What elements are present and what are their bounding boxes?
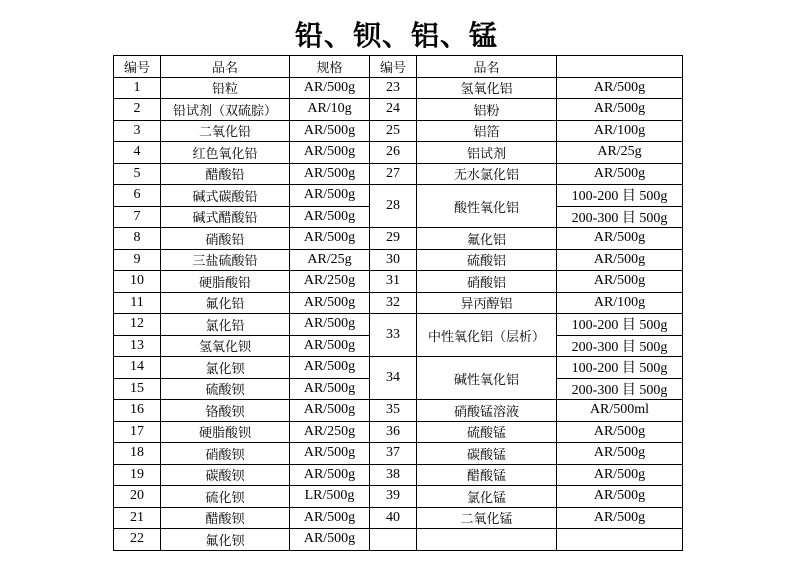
cell-name: 氟化钡 xyxy=(161,529,290,551)
cell-no-right xyxy=(370,529,417,551)
cell-spec-right: AR/100g xyxy=(557,120,683,142)
cell-spec-right: AR/500g xyxy=(557,421,683,443)
cell-no-right: 24 xyxy=(370,99,417,121)
cell-name: 硝酸钡 xyxy=(161,443,290,465)
cell-name: 氢氧化钡 xyxy=(161,335,290,357)
cell-no: 8 xyxy=(114,228,161,250)
table-row xyxy=(114,142,683,164)
cell-name: 醋酸钡 xyxy=(161,507,290,529)
cell-name-right: 硫酸铝 xyxy=(417,249,557,271)
cell-no-right: 31 xyxy=(370,271,417,293)
cell-spec: AR/500g xyxy=(290,507,370,529)
cell-name-right: 酸性氧化铝 xyxy=(417,185,557,228)
table-row xyxy=(114,77,683,99)
cell-name: 铅试剂（双硫腙） xyxy=(161,99,290,121)
cell-name-right: 铝箔 xyxy=(417,120,557,142)
product-table xyxy=(113,55,683,551)
cell-name-right: 氢氧化铝 xyxy=(417,77,557,99)
cell-name: 碱式醋酸铅 xyxy=(161,206,290,228)
table-row xyxy=(114,357,683,379)
cell-spec-right: AR/500g xyxy=(557,507,683,529)
header-no: 编号 xyxy=(114,56,161,78)
cell-no: 4 xyxy=(114,142,161,164)
cell-spec: AR/500g xyxy=(290,464,370,486)
table-row xyxy=(114,421,683,443)
cell-no-right: 39 xyxy=(370,486,417,508)
cell-name: 硝酸铅 xyxy=(161,228,290,250)
table-row xyxy=(114,228,683,250)
cell-no-right: 36 xyxy=(370,421,417,443)
cell-name: 醋酸铅 xyxy=(161,163,290,185)
header-name-right: 品名 xyxy=(417,56,557,78)
cell-no-right: 26 xyxy=(370,142,417,164)
cell-name: 硫化钡 xyxy=(161,486,290,508)
page-title: 铅、钡、铝、锰 xyxy=(294,19,498,52)
cell-spec: AR/500g xyxy=(290,443,370,465)
cell-spec: AR/500g xyxy=(290,228,370,250)
cell-name-right xyxy=(417,529,557,551)
cell-no: 18 xyxy=(114,443,161,465)
cell-no: 22 xyxy=(114,529,161,551)
cell-spec: AR/500g xyxy=(290,185,370,207)
table-row xyxy=(114,400,683,422)
cell-name-right: 氟化铝 xyxy=(417,228,557,250)
cell-no-right: 23 xyxy=(370,77,417,99)
cell-spec-right: AR/25g xyxy=(557,142,683,164)
cell-no-right: 38 xyxy=(370,464,417,486)
cell-no: 6 xyxy=(114,185,161,207)
cell-no-right: 28 xyxy=(370,185,417,228)
cell-name-right: 二氧化锰 xyxy=(417,507,557,529)
cell-name-right: 醋酸锰 xyxy=(417,464,557,486)
table-row xyxy=(114,314,683,336)
cell-name-right: 硝酸锰溶液 xyxy=(417,400,557,422)
cell-spec: AR/500g xyxy=(290,357,370,379)
cell-name: 二氧化铅 xyxy=(161,120,290,142)
cell-no: 10 xyxy=(114,271,161,293)
cell-name-right: 铝试剂 xyxy=(417,142,557,164)
cell-name: 氟化铅 xyxy=(161,292,290,314)
cell-no-right: 29 xyxy=(370,228,417,250)
cell-no-right: 30 xyxy=(370,249,417,271)
cell-name: 硬脂酸钡 xyxy=(161,421,290,443)
table-row xyxy=(114,99,683,121)
cell-no: 17 xyxy=(114,421,161,443)
cell-name: 碱式碳酸铅 xyxy=(161,185,290,207)
cell-no: 21 xyxy=(114,507,161,529)
header-spec: 规格 xyxy=(290,56,370,78)
cell-spec: LR/500g xyxy=(290,486,370,508)
cell-spec-right: 100-200 目 500g xyxy=(557,185,683,207)
table-row xyxy=(114,185,683,207)
cell-spec: AR/25g xyxy=(290,249,370,271)
cell-spec-right: AR/100g xyxy=(557,292,683,314)
cell-spec: AR/500g xyxy=(290,77,370,99)
table-row xyxy=(114,120,683,142)
table-row xyxy=(114,529,683,551)
cell-name-right: 硫酸锰 xyxy=(417,421,557,443)
cell-spec-right: AR/500g xyxy=(557,228,683,250)
cell-spec-right: 200-300 目 500g xyxy=(557,378,683,400)
cell-spec: AR/10g xyxy=(290,99,370,121)
cell-spec-right: AR/500g xyxy=(557,249,683,271)
cell-no: 3 xyxy=(114,120,161,142)
cell-spec: AR/500g xyxy=(290,120,370,142)
cell-name: 氯化钡 xyxy=(161,357,290,379)
cell-spec: AR/500g xyxy=(290,314,370,336)
table-row xyxy=(114,292,683,314)
cell-spec-right xyxy=(557,529,683,551)
cell-spec: AR/500g xyxy=(290,335,370,357)
cell-spec: AR/500g xyxy=(290,206,370,228)
cell-name-right: 氯化锰 xyxy=(417,486,557,508)
cell-name: 红色氧化铅 xyxy=(161,142,290,164)
cell-spec-right: AR/500g xyxy=(557,271,683,293)
cell-name: 碳酸钡 xyxy=(161,464,290,486)
cell-name: 硫酸钡 xyxy=(161,378,290,400)
cell-name-right: 无水氯化铝 xyxy=(417,163,557,185)
cell-no: 11 xyxy=(114,292,161,314)
cell-spec-right: AR/500g xyxy=(557,464,683,486)
cell-spec: AR/500g xyxy=(290,378,370,400)
cell-spec-right: AR/500g xyxy=(557,486,683,508)
cell-spec: AR/250g xyxy=(290,421,370,443)
table-row xyxy=(114,486,683,508)
cell-spec-right: AR/500ml xyxy=(557,400,683,422)
cell-no: 16 xyxy=(114,400,161,422)
cell-no-right: 27 xyxy=(370,163,417,185)
cell-no-right: 37 xyxy=(370,443,417,465)
cell-spec: AR/500g xyxy=(290,142,370,164)
cell-spec-right: AR/500g xyxy=(557,443,683,465)
cell-no: 7 xyxy=(114,206,161,228)
cell-spec-right: AR/500g xyxy=(557,163,683,185)
table-row xyxy=(114,249,683,271)
cell-no: 9 xyxy=(114,249,161,271)
cell-name-right: 异丙醇铝 xyxy=(417,292,557,314)
cell-no: 12 xyxy=(114,314,161,336)
cell-name-right: 铝粉 xyxy=(417,99,557,121)
cell-no: 20 xyxy=(114,486,161,508)
cell-name: 三盐硫酸铅 xyxy=(161,249,290,271)
cell-spec-right: 200-300 目 500g xyxy=(557,335,683,357)
cell-name: 铬酸钡 xyxy=(161,400,290,422)
cell-spec: AR/500g xyxy=(290,292,370,314)
cell-no: 2 xyxy=(114,99,161,121)
cell-spec-right: AR/500g xyxy=(557,77,683,99)
table-row xyxy=(114,464,683,486)
cell-name: 氯化铅 xyxy=(161,314,290,336)
header-row xyxy=(114,56,683,78)
cell-spec: AR/500g xyxy=(290,400,370,422)
table-row xyxy=(114,507,683,529)
cell-no-right: 32 xyxy=(370,292,417,314)
header-name: 品名 xyxy=(161,56,290,78)
cell-spec: AR/500g xyxy=(290,529,370,551)
cell-no: 14 xyxy=(114,357,161,379)
header-no-right: 编号 xyxy=(370,56,417,78)
cell-name-right: 碳酸锰 xyxy=(417,443,557,465)
cell-name-right: 中性氧化铝（层析） xyxy=(417,314,557,357)
cell-no-right: 25 xyxy=(370,120,417,142)
cell-no-right: 40 xyxy=(370,507,417,529)
cell-no: 13 xyxy=(114,335,161,357)
cell-spec: AR/250g xyxy=(290,271,370,293)
cell-no-right: 33 xyxy=(370,314,417,357)
cell-name-right: 碱性氧化铝 xyxy=(417,357,557,400)
table-row xyxy=(114,271,683,293)
cell-no: 1 xyxy=(114,77,161,99)
cell-spec-right: AR/500g xyxy=(557,99,683,121)
table-row xyxy=(114,163,683,185)
cell-no: 19 xyxy=(114,464,161,486)
cell-spec: AR/500g xyxy=(290,163,370,185)
cell-no-right: 34 xyxy=(370,357,417,400)
cell-no: 15 xyxy=(114,378,161,400)
cell-no-right: 35 xyxy=(370,400,417,422)
cell-no: 5 xyxy=(114,163,161,185)
cell-name-right: 硝酸铝 xyxy=(417,271,557,293)
cell-spec-right: 100-200 目 500g xyxy=(557,314,683,336)
table-row xyxy=(114,443,683,465)
cell-spec-right: 200-300 目 500g xyxy=(557,206,683,228)
cell-name: 硬脂酸铅 xyxy=(161,271,290,293)
header-spec-right xyxy=(557,56,683,78)
cell-spec-right: 100-200 目 500g xyxy=(557,357,683,379)
cell-name: 铅粒 xyxy=(161,77,290,99)
